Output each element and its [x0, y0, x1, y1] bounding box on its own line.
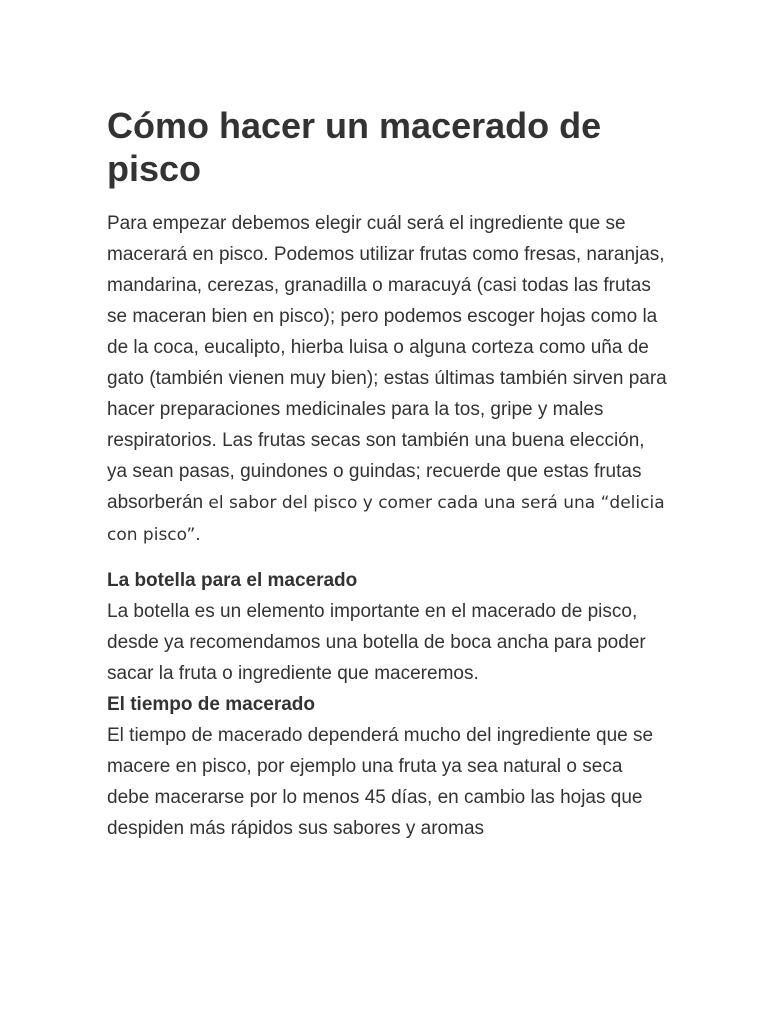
section-body-bottle: La botella es un elemento importante en el macerado de pisco, desde ya recomendamos una botella de boca ancha para poder sacar la fruta o ingrediente que maceremos. [107, 601, 646, 684]
section-heading-time: El tiempo de macerado [107, 694, 316, 715]
article-title: Cómo hacer un macerado de pisco [107, 105, 602, 189]
intro-paragraph [107, 208, 667, 551]
section-heading-bottle: La botella para el macerado [107, 570, 358, 591]
intro-tail-text: el sabor del pisco y comer cada una será una “delicia con pisco”. [107, 493, 665, 545]
article [107, 104, 667, 844]
intro-text: Para empezar debemos elegir cuál será el ingrediente que se macerará en pisco. Podemos utilizar frutas como fresas, naranjas, mandarina, cerezas, granadilla o maracuyá (casi todas las frutas se maceran bien en pisco); pero podemos escoger hojas como la de la coca, eucalipto, hierba luisa o alguna corteza como uña de gato (también vienen muy bien); estas últimas también sirven para hacer preparaciones medicinales para la tos, gripe y males respiratorios. Las frutas secas son también una buena elección, ya sean pasas, guindones o guindas; recuerde que estas frutas absorberán [107, 213, 667, 513]
section-body-time: El tiempo de macerado dependerá mucho del ingrediente que se macere en pisco, por ejemplo una fruta ya sea natural o seca debe macerarse por lo menos 45 días, en cambio las hojas que despiden más rápidos sus sabores y aromas [107, 725, 654, 839]
